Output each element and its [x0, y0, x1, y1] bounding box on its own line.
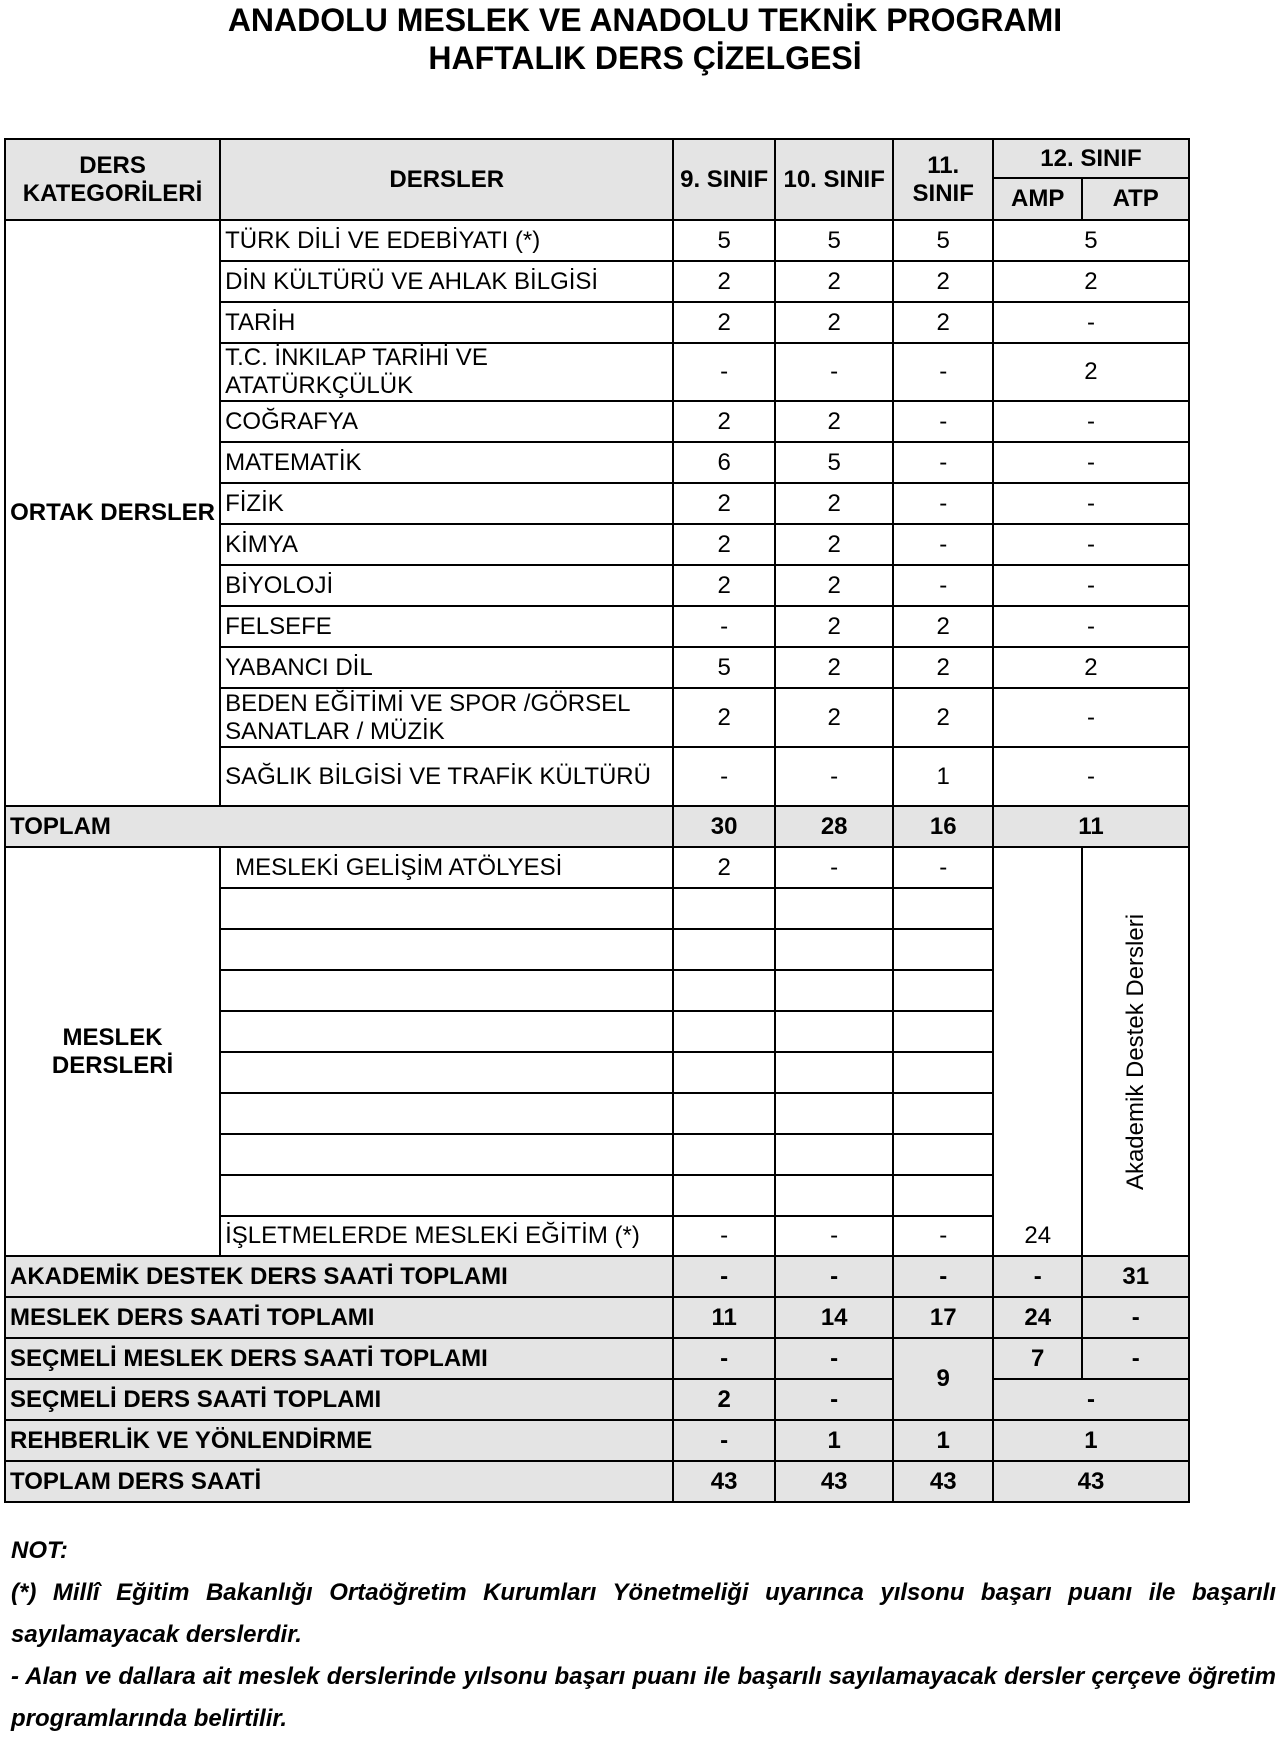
hours-grade-11: -: [893, 524, 993, 565]
value-grade-10: -: [775, 1379, 894, 1420]
empty-cell: [673, 1011, 775, 1052]
value-grade-11: 9: [893, 1338, 993, 1420]
empty-cell: [673, 1093, 775, 1134]
value-grade-11: 1: [893, 1420, 993, 1461]
empty-cell: [673, 929, 775, 970]
header-grade-10: 10. SINIF: [775, 139, 894, 220]
hours-grade-9: -: [673, 343, 775, 401]
category-vocational: MESLEK DERSLERİ: [5, 847, 220, 1256]
value-grade-12: 43: [993, 1461, 1189, 1502]
hours-grade-11: -: [893, 343, 993, 401]
hours-grade-10: -: [775, 1216, 894, 1256]
table-row: [5, 220, 1189, 261]
header-amp: AMP: [993, 178, 1082, 220]
table-row: [5, 806, 1189, 847]
header-courses: DERSLER: [220, 139, 673, 220]
empty-cell: [775, 970, 894, 1011]
hours-grade-10: -: [775, 343, 894, 401]
hours-grade-11: 2: [893, 688, 993, 747]
value-grade-12: -: [993, 1379, 1189, 1420]
empty-course-cell: [220, 1052, 673, 1093]
hours-grade-9: 6: [673, 442, 775, 483]
total-grade-12: 11: [993, 806, 1189, 847]
hours-grade-9: 2: [673, 302, 775, 343]
value-grade-11: 17: [893, 1297, 993, 1338]
hours-grade-10: 2: [775, 606, 894, 647]
empty-course-cell: [220, 1175, 673, 1216]
elective-total-label: SEÇMELİ DERS SAATİ TOPLAMI: [5, 1379, 673, 1420]
hours-grade-9: 5: [673, 647, 775, 688]
table-row: [5, 1420, 1189, 1461]
empty-cell: [775, 888, 894, 929]
value-atp: 31: [1082, 1256, 1189, 1297]
hours-grade-10: 2: [775, 302, 894, 343]
course-name: DİN KÜLTÜRÜ VE AHLAK BİLGİSİ: [220, 261, 673, 302]
hours-grade-9: 2: [673, 688, 775, 747]
note-1: (*) Millî Eğitim Bakanlığı Ortaöğretim Kurumları Yönetmeliği uyarınca yılsonu başarı puanı ile başarılı sayılamayacak derslerdir.: [11, 1579, 1276, 1648]
hours-grade-12: -: [993, 688, 1189, 747]
table-row: [5, 1256, 1189, 1297]
hours-grade-11: 2: [893, 302, 993, 343]
empty-cell: [893, 970, 993, 1011]
hours-grade-9: 2: [673, 524, 775, 565]
hours-grade-10: 2: [775, 688, 894, 747]
hours-grade-11: 5: [893, 220, 993, 261]
hours-grade-12: -: [993, 302, 1189, 343]
empty-cell: [775, 1011, 894, 1052]
value-amp: 24: [993, 1297, 1082, 1338]
total-grade-10: 28: [775, 806, 894, 847]
course-name: TARİH: [220, 302, 673, 343]
hours-grade-11: -: [893, 847, 993, 888]
hours-grade-11: 2: [893, 606, 993, 647]
notes-section: [11, 1530, 1276, 1740]
value-grade-10: -: [775, 1256, 894, 1297]
hours-grade-9: -: [673, 747, 775, 806]
empty-cell: [673, 1134, 775, 1175]
weekly-schedule-table: [4, 138, 1190, 1503]
course-name: MATEMATİK: [220, 442, 673, 483]
empty-cell: [775, 1052, 894, 1093]
header-grade-11: 11. SINIF: [893, 139, 993, 220]
course-name: BİYOLOJİ: [220, 565, 673, 606]
course-name: T.C. İNKILAP TARİHİ VE ATATÜRKÇÜLÜK: [220, 343, 673, 401]
hours-grade-11: -: [893, 401, 993, 442]
value-grade-9: -: [673, 1256, 775, 1297]
course-name: MESLEKİ GELİŞİM ATÖLYESİ: [220, 847, 673, 888]
course-name: FELSEFE: [220, 606, 673, 647]
hours-grade-11: 2: [893, 647, 993, 688]
grand-total-label: TOPLAM DERS SAATİ: [5, 1461, 673, 1502]
empty-cell: [893, 1134, 993, 1175]
empty-course-cell: [220, 1134, 673, 1175]
total-grade-11: 16: [893, 806, 993, 847]
hours-grade-10: 2: [775, 401, 894, 442]
empty-cell: [673, 1052, 775, 1093]
value-atp: -: [1082, 1338, 1189, 1379]
category-common: ORTAK DERSLER: [5, 220, 220, 806]
header-grade-12: 12. SINIF: [993, 139, 1189, 178]
hours-grade-9: -: [673, 1216, 775, 1256]
hours-grade-12: 2: [993, 343, 1189, 401]
hours-grade-10: 5: [775, 220, 894, 261]
hours-grade-12: -: [993, 606, 1189, 647]
value-grade-9: 2: [673, 1379, 775, 1420]
empty-course-cell: [220, 1011, 673, 1052]
course-name: COĞRAFYA: [220, 401, 673, 442]
empty-cell: [893, 1175, 993, 1216]
empty-cell: [893, 1011, 993, 1052]
total-label: TOPLAM: [5, 806, 673, 847]
vocational-total-label: MESLEK DERS SAATİ TOPLAMI: [5, 1297, 673, 1338]
header-category: DERS KATEGORİLERİ: [5, 139, 220, 220]
hours-grade-9: -: [673, 606, 775, 647]
total-grade-9: 30: [673, 806, 775, 847]
empty-cell: [673, 970, 775, 1011]
hours-grade-10: 5: [775, 442, 894, 483]
value-grade-9: -: [673, 1338, 775, 1379]
value-grade-10: 43: [775, 1461, 894, 1502]
hours-grade-11: 1: [893, 747, 993, 806]
course-name: BEDEN EĞİTİMİ VE SPOR /GÖRSEL SANATLAR / MÜZİK: [220, 688, 673, 747]
empty-cell: [775, 1093, 894, 1134]
empty-course-cell: [220, 888, 673, 929]
hours-grade-11: -: [893, 483, 993, 524]
header-grade-9: 9. SINIF: [673, 139, 775, 220]
course-name: İŞLETMELERDE MESLEKİ EĞİTİM (*): [220, 1216, 673, 1256]
table-row: [5, 847, 1189, 888]
empty-cell: [775, 1134, 894, 1175]
empty-course-cell: [220, 970, 673, 1011]
value-amp: 7: [993, 1338, 1082, 1379]
value-grade-11: -: [893, 1256, 993, 1297]
table-row: [5, 1338, 1189, 1379]
hours-grade-9: 5: [673, 220, 775, 261]
hours-grade-10: -: [775, 847, 894, 888]
value-grade-9: 43: [673, 1461, 775, 1502]
hours-grade-10: 2: [775, 483, 894, 524]
amp-empty-cell: [993, 847, 1082, 1216]
hours-grade-12: -: [993, 565, 1189, 606]
hours-grade-10: 2: [775, 524, 894, 565]
academic-support-total-label: AKADEMİK DESTEK DERS SAATİ TOPLAMI: [5, 1256, 673, 1297]
academic-support-cell: [1082, 847, 1189, 1256]
page-title-line-1: ANADOLU MESLEK VE ANADOLU TEKNİK PROGRAMI: [227, 2, 1063, 38]
hours-amp: 24: [993, 1216, 1082, 1256]
empty-cell: [893, 1093, 993, 1134]
elective-vocational-total-label: SEÇMELİ MESLEK DERS SAATİ TOPLAMI: [5, 1338, 673, 1379]
hours-grade-12: 5: [993, 220, 1189, 261]
hours-grade-12: -: [993, 747, 1189, 806]
note-2: - Alan ve dallara ait meslek derslerinde yılsonu başarı puanı ile başarılı sayılamayacak dersler çerçeve öğretim programlarında belirtilir.: [11, 1663, 1276, 1732]
guidance-label: REHBERLİK VE YÖNLENDİRME: [5, 1420, 673, 1461]
value-grade-9: 11: [673, 1297, 775, 1338]
empty-cell: [893, 929, 993, 970]
hours-grade-10: 2: [775, 565, 894, 606]
empty-cell: [673, 1175, 775, 1216]
course-name: KİMYA: [220, 524, 673, 565]
hours-grade-11: -: [893, 1216, 993, 1256]
table-row: [5, 1379, 1189, 1420]
hours-grade-10: 2: [775, 647, 894, 688]
value-grade-10: -: [775, 1338, 894, 1379]
hours-grade-9: 2: [673, 261, 775, 302]
hours-grade-9: 2: [673, 401, 775, 442]
notes-heading: NOT:: [11, 1537, 68, 1564]
course-name: TÜRK DİLİ VE EDEBİYATI (*): [220, 220, 673, 261]
hours-grade-11: -: [893, 565, 993, 606]
academic-support-label: Akademik Destek Dersleri: [1121, 913, 1149, 1190]
empty-cell: [775, 929, 894, 970]
empty-course-cell: [220, 1093, 673, 1134]
empty-cell: [893, 1052, 993, 1093]
hours-grade-11: 2: [893, 261, 993, 302]
value-grade-10: 1: [775, 1420, 894, 1461]
hours-grade-12: -: [993, 524, 1189, 565]
hours-grade-12: 2: [993, 261, 1189, 302]
hours-grade-12: -: [993, 483, 1189, 524]
hours-grade-12: -: [993, 442, 1189, 483]
hours-grade-12: -: [993, 401, 1189, 442]
hours-grade-11: -: [893, 442, 993, 483]
hours-grade-9: 2: [673, 483, 775, 524]
value-amp: -: [993, 1256, 1082, 1297]
hours-grade-10: 2: [775, 261, 894, 302]
course-name: YABANCI DİL: [220, 647, 673, 688]
table-row: [5, 1297, 1189, 1338]
hours-grade-9: 2: [673, 565, 775, 606]
value-atp: -: [1082, 1297, 1189, 1338]
page-title-line-2: HAFTALIK DERS ÇİZELGESİ: [428, 40, 862, 76]
empty-cell: [775, 1175, 894, 1216]
value-grade-12: 1: [993, 1420, 1189, 1461]
hours-grade-10: -: [775, 747, 894, 806]
value-grade-10: 14: [775, 1297, 894, 1338]
empty-cell: [673, 888, 775, 929]
hours-grade-9: 2: [673, 847, 775, 888]
value-grade-11: 43: [893, 1461, 993, 1502]
value-grade-9: -: [673, 1420, 775, 1461]
course-name: FİZİK: [220, 483, 673, 524]
table-row: [5, 1461, 1189, 1502]
header-atp: ATP: [1082, 178, 1189, 220]
hours-grade-12: 2: [993, 647, 1189, 688]
empty-cell: [893, 888, 993, 929]
course-name: SAĞLIK BİLGİSİ VE TRAFİK KÜLTÜRÜ: [220, 747, 673, 806]
empty-course-cell: [220, 929, 673, 970]
